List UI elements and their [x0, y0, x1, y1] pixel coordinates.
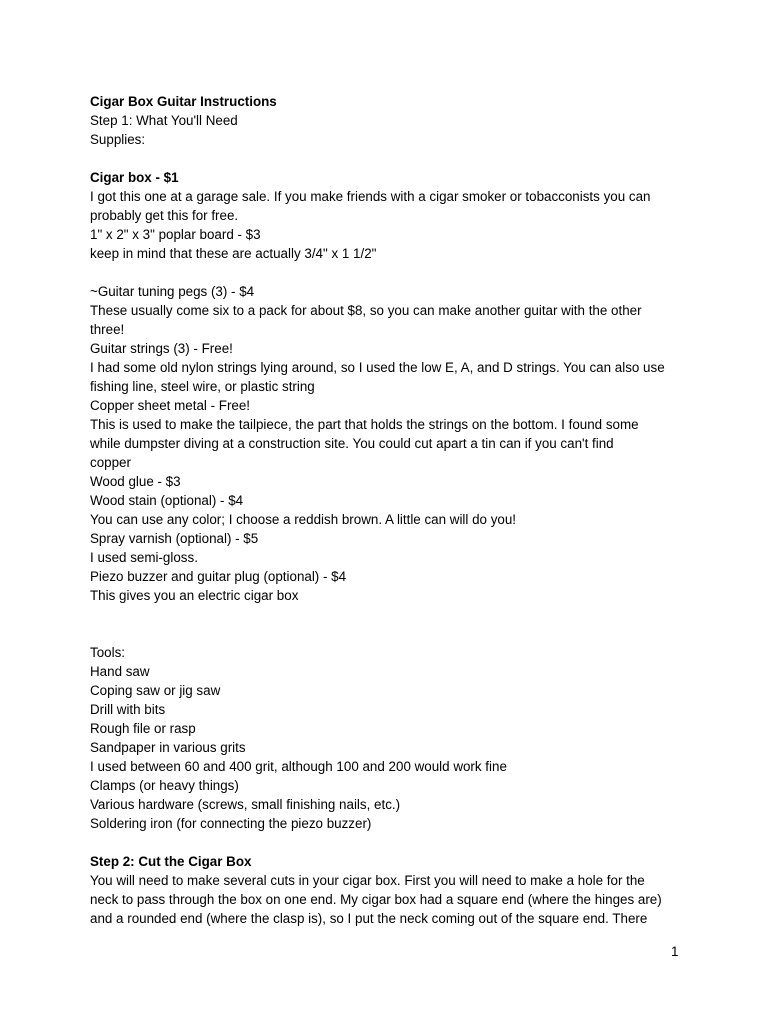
blank-line: [90, 833, 690, 852]
text-line: 1" x 2" x 3" poplar board - $3: [90, 227, 261, 242]
text-line: fishing line, steel wire, or plastic string: [90, 379, 315, 394]
text-line: You will need to make several cuts in your cigar box. First you will need to make a hole for the: [90, 873, 645, 888]
text-line: Various hardware (screws, small finishing nails, etc.): [90, 797, 401, 812]
text-line: This is used to make the tailpiece, the part that holds the strings on the bottom. I found some: [90, 417, 639, 432]
text-line: ~Guitar tuning pegs (3) - $4: [90, 284, 255, 299]
text-line: Spray varnish (optional) - $5: [90, 531, 259, 546]
text-line: and a rounded end (where the clasp is), so I put the neck coming out of the square end. There: [90, 911, 648, 926]
document-body: [90, 92, 690, 928]
heading-line: Cigar box - $1: [90, 170, 179, 185]
text-line: Sandpaper in various grits: [90, 740, 246, 755]
heading-line: Cigar Box Guitar Instructions: [90, 94, 277, 109]
text-line: copper: [90, 455, 131, 470]
page-number: 1: [671, 944, 679, 959]
text-line: This gives you an electric cigar box: [90, 588, 299, 603]
text-line: Piezo buzzer and guitar plug (optional) - $4: [90, 569, 347, 584]
text-line: Wood stain (optional) - $4: [90, 493, 244, 508]
text-line: neck to pass through the box on one end. My cigar box had a square end (where the hinges are): [90, 892, 662, 907]
heading-line: Step 2: Cut the Cigar Box: [90, 854, 252, 869]
text-line: while dumpster diving at a construction site. You could cut apart a tin can if you can't find: [90, 436, 614, 451]
text-line: probably get this for free.: [90, 208, 239, 223]
text-line: Tools:: [90, 645, 125, 660]
text-line: Clamps (or heavy things): [90, 778, 239, 793]
text-line: You can use any color; I choose a reddish brown. A little can will do you!: [90, 512, 517, 527]
blank-line: [90, 263, 690, 282]
blank-line: [90, 605, 690, 624]
text-line: Hand saw: [90, 664, 150, 679]
text-line: I had some old nylon strings lying around, so I used the low E, A, and D strings. You can also use: [90, 360, 665, 375]
text-line: keep in mind that these are actually 3/4" x 1 1/2": [90, 246, 377, 261]
blank-line: [90, 149, 690, 168]
text-line: I got this one at a garage sale. If you make friends with a cigar smoker or tobacconists you can: [90, 189, 651, 204]
text-line: three!: [90, 322, 125, 337]
text-line: I used between 60 and 400 grit, although 100 and 200 would work fine: [90, 759, 507, 774]
text-line: These usually come six to a pack for about $8, so you can make another guitar with the other: [90, 303, 642, 318]
text-line: Supplies:: [90, 132, 146, 147]
text-line: Step 1: What You'll Need: [90, 113, 238, 128]
text-line: Soldering iron (for connecting the piezo buzzer): [90, 816, 372, 831]
text-line: Drill with bits: [90, 702, 166, 717]
text-line: Coping saw or jig saw: [90, 683, 221, 698]
text-line: Wood glue - $3: [90, 474, 181, 489]
text-line: Guitar strings (3) - Free!: [90, 341, 233, 356]
text-line: I used semi-gloss.: [90, 550, 198, 565]
text-line: Copper sheet metal - Free!: [90, 398, 251, 413]
text-line: Rough file or rasp: [90, 721, 196, 736]
blank-line: [90, 624, 690, 643]
